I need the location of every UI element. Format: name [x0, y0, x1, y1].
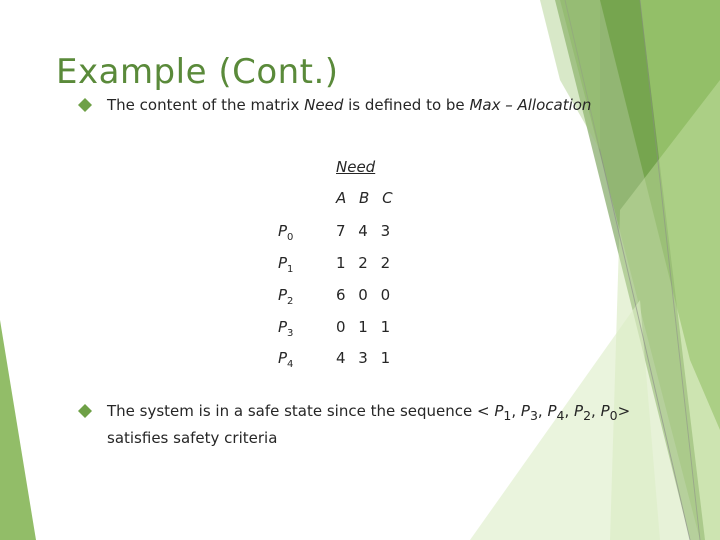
need-table-header: Need	[336, 158, 376, 176]
top-right-shape	[540, 0, 600, 150]
need-values-row: 7 4 3	[336, 222, 395, 240]
diamond-bullet-icon	[78, 98, 92, 112]
need-table-columns: A B C	[336, 189, 397, 207]
diamond-bullet-icon	[78, 404, 92, 418]
bullet-1-middle: is defined to be	[343, 96, 470, 114]
bullet-2-line-1: The system is in a safe state since the sequence < $P_1$, $P_3$, $P_4$, $P_2$, $P_0>$	[107, 402, 631, 423]
slide-title: Example (Cont.)	[56, 52, 339, 92]
bullet-1-prefix: The content of the matrix	[107, 96, 305, 114]
bullet-2-text	[107, 400, 630, 449]
bullet-2-line-2: satisfies safety criteria	[107, 429, 278, 447]
term-max-allocation: Max – Allocation	[469, 96, 592, 114]
process-label: $P_3$	[278, 318, 294, 339]
need-values-row: 6 0 0	[336, 286, 395, 304]
left-corner-shape	[0, 320, 36, 540]
process-label: $P_2$	[278, 286, 294, 307]
need-values-row: 0 1 1	[336, 318, 395, 336]
need-values-row: 4 3 1	[336, 349, 395, 367]
need-values-row: 1 2 2	[336, 254, 395, 272]
process-label: $P_1$	[278, 254, 294, 275]
process-label: $P_0$	[278, 222, 294, 243]
bullet-1-text	[107, 94, 591, 116]
process-label: $P_4$	[278, 349, 294, 370]
term-need: Need	[304, 96, 344, 114]
